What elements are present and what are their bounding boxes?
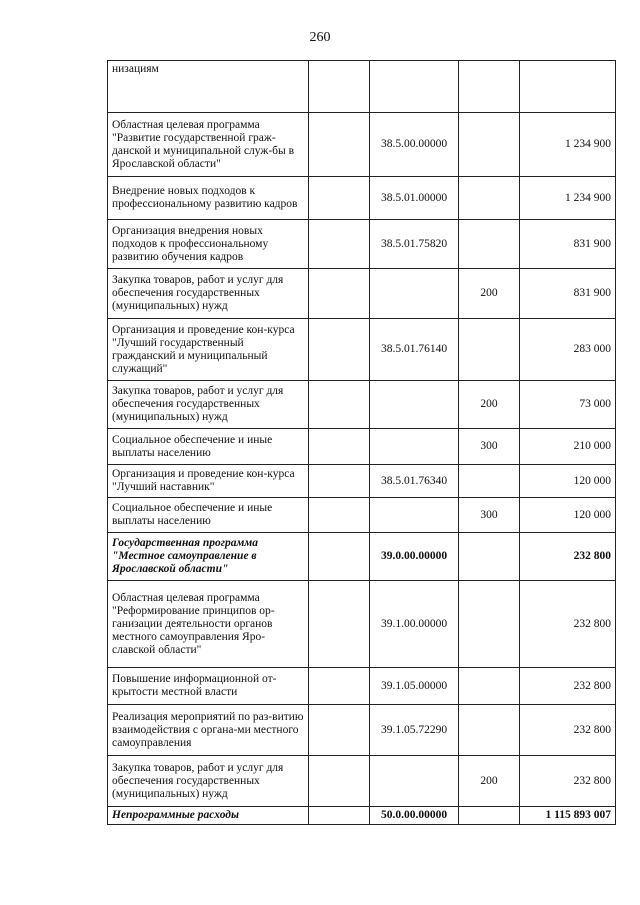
row-name-cell: Закупка товаров, работ и услуг для обеспечения государственных (муниципальных) нужд xyxy=(108,269,309,319)
table-row xyxy=(108,319,616,381)
row-empty-cell xyxy=(309,381,370,429)
row-sum-cell: 120 000 xyxy=(520,498,616,533)
row-empty-cell xyxy=(309,319,370,381)
row-empty-cell xyxy=(309,705,370,756)
row-type-cell: 200 xyxy=(459,381,520,429)
row-code-cell xyxy=(370,269,459,319)
row-type-cell xyxy=(459,177,520,220)
row-sum-cell: 831 900 xyxy=(520,220,616,269)
row-type-cell xyxy=(459,668,520,705)
row-empty-cell xyxy=(309,177,370,220)
table-row xyxy=(108,498,616,533)
row-code-cell: 38.5.01.00000 xyxy=(370,177,459,220)
row-empty-cell xyxy=(309,756,370,807)
table-row xyxy=(108,269,616,319)
row-type-cell xyxy=(459,533,520,581)
row-type-cell: 200 xyxy=(459,269,520,319)
row-empty-cell xyxy=(309,269,370,319)
row-sum-cell: 1 234 900 xyxy=(520,113,616,177)
row-type-cell xyxy=(459,705,520,756)
row-sum-cell: 232 800 xyxy=(520,705,616,756)
row-code-cell: 38.5.01.75820 xyxy=(370,220,459,269)
row-name-cell: Государственная программа "Местное самоуправление в Ярославской области" xyxy=(108,533,309,581)
row-code-cell xyxy=(370,61,459,113)
row-code-cell: 39.1.05.72290 xyxy=(370,705,459,756)
row-name-cell: Внедрение новых подходов к профессиональному развитию кадров xyxy=(108,177,309,220)
row-name-cell: Закупка товаров, работ и услуг для обеспечения государственных (муниципальных) нужд xyxy=(108,381,309,429)
table-row xyxy=(108,177,616,220)
row-sum-cell: 1 115 893 007 xyxy=(520,807,616,825)
row-code-cell xyxy=(370,756,459,807)
row-empty-cell xyxy=(309,113,370,177)
row-sum-cell: 210 000 xyxy=(520,429,616,465)
budget-table xyxy=(107,60,616,825)
row-sum-cell: 232 800 xyxy=(520,581,616,668)
row-empty-cell xyxy=(309,220,370,269)
row-sum-cell: 73 000 xyxy=(520,381,616,429)
row-sum-cell: 232 800 xyxy=(520,668,616,705)
row-name-cell: Социальное обеспечение и иные выплаты населению xyxy=(108,429,309,465)
row-type-cell xyxy=(459,465,520,498)
row-type-cell xyxy=(459,61,520,113)
row-code-cell: 38.5.00.00000 xyxy=(370,113,459,177)
row-name-cell: Организация и проведение кон-курса "Лучший государственный гражданский и муниципальный служащий" xyxy=(108,319,309,381)
row-sum-cell: 232 800 xyxy=(520,533,616,581)
row-sum-cell: 232 800 xyxy=(520,756,616,807)
row-name-cell: Закупка товаров, работ и услуг для обеспечения государственных (муниципальных) нужд xyxy=(108,756,309,807)
row-type-cell: 300 xyxy=(459,429,520,465)
table-row xyxy=(108,581,616,668)
row-name-cell: Непрограммные расходы xyxy=(108,807,309,825)
row-type-cell xyxy=(459,807,520,825)
table-row xyxy=(108,705,616,756)
row-empty-cell xyxy=(309,429,370,465)
row-sum-cell: 120 000 xyxy=(520,465,616,498)
row-empty-cell xyxy=(309,61,370,113)
budget-table-body xyxy=(108,61,616,825)
table-row xyxy=(108,220,616,269)
row-name-cell: Реализация мероприятий по раз-витию взаимодействия с органа-ми местного самоуправления xyxy=(108,705,309,756)
row-sum-cell: 283 000 xyxy=(520,319,616,381)
row-empty-cell xyxy=(309,581,370,668)
row-empty-cell xyxy=(309,668,370,705)
row-name-cell: Социальное обеспечение и иные выплаты населению xyxy=(108,498,309,533)
row-code-cell: 39.1.00.00000 xyxy=(370,581,459,668)
row-type-cell xyxy=(459,581,520,668)
row-code-cell xyxy=(370,429,459,465)
table-row xyxy=(108,381,616,429)
row-sum-cell xyxy=(520,61,616,113)
row-empty-cell xyxy=(309,465,370,498)
table-row xyxy=(108,533,616,581)
row-name-cell: Организация внедрения новых подходов к профессиональному развитию обучения кадров xyxy=(108,220,309,269)
row-code-cell: 38.5.01.76140 xyxy=(370,319,459,381)
table-row xyxy=(108,113,616,177)
row-code-cell xyxy=(370,381,459,429)
table-row xyxy=(108,61,616,113)
row-empty-cell xyxy=(309,498,370,533)
row-type-cell: 300 xyxy=(459,498,520,533)
row-name-cell: Областная целевая программа "Развитие государственной граж-данской и муниципальной служ-бы в Ярославской области" xyxy=(108,113,309,177)
row-code-cell: 38.5.01.76340 xyxy=(370,465,459,498)
row-code-cell: 39.1.05.00000 xyxy=(370,668,459,705)
row-name-cell: Организация и проведение кон-курса "Лучший наставник" xyxy=(108,465,309,498)
row-name-cell: низациям xyxy=(108,61,309,113)
row-code-cell xyxy=(370,498,459,533)
table-row xyxy=(108,465,616,498)
table-row xyxy=(108,807,616,825)
row-type-cell xyxy=(459,220,520,269)
row-empty-cell xyxy=(309,807,370,825)
row-sum-cell: 831 900 xyxy=(520,269,616,319)
row-code-cell: 50.0.00.00000 xyxy=(370,807,459,825)
table-row xyxy=(108,756,616,807)
row-type-cell xyxy=(459,319,520,381)
row-empty-cell xyxy=(309,533,370,581)
row-code-cell: 39.0.00.00000 xyxy=(370,533,459,581)
table-row xyxy=(108,668,616,705)
row-name-cell: Областная целевая программа "Реформирование принципов ор-ганизации деятельности органов местного самоуправления Яро-славской области" xyxy=(108,581,309,668)
table-row xyxy=(108,429,616,465)
row-type-cell xyxy=(459,113,520,177)
row-sum-cell: 1 234 900 xyxy=(520,177,616,220)
page-number: 260 xyxy=(309,30,331,45)
row-type-cell: 200 xyxy=(459,756,520,807)
row-name-cell: Повышение информационной от-крытости местной власти xyxy=(108,668,309,705)
